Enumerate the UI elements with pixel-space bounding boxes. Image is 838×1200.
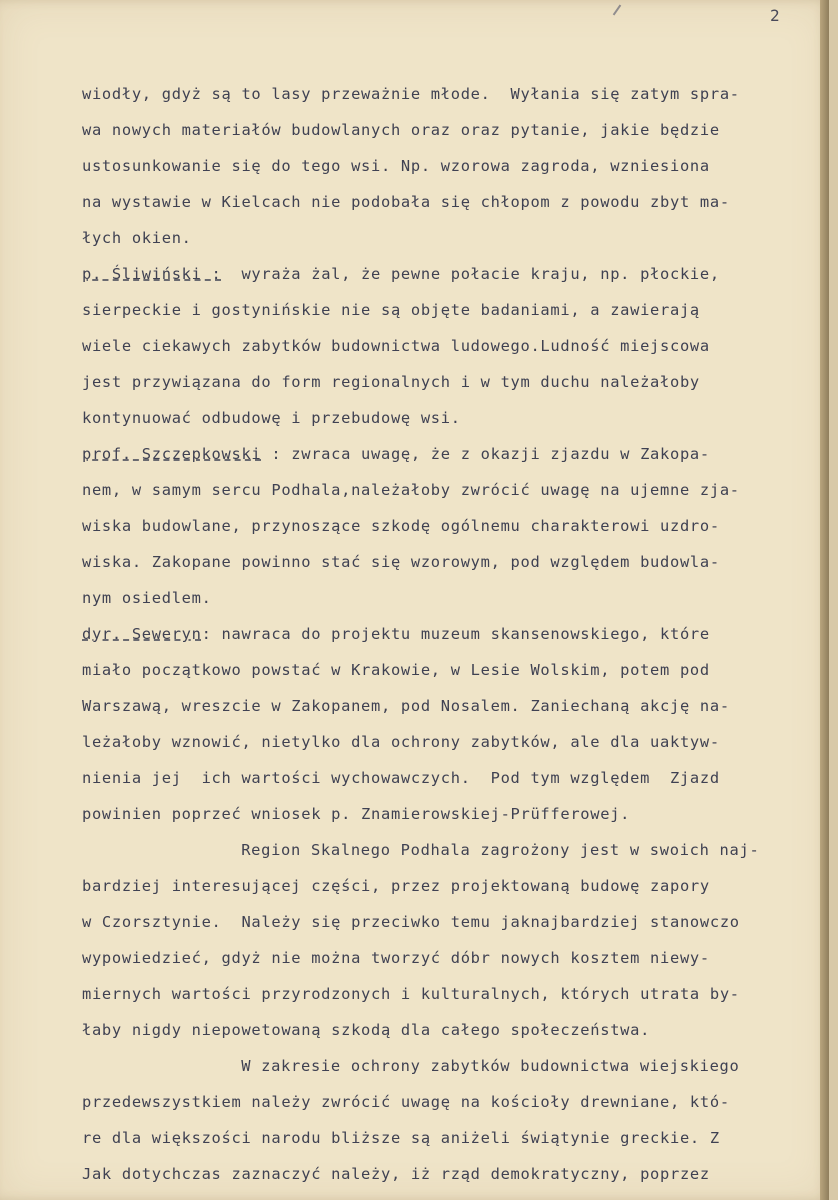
- text-line: [82, 832, 827, 868]
- line-text: łaby nigdy niepowetowaną szkodą dla całego społeczeństwa.: [82, 1021, 651, 1039]
- line-text: powinien poprzeć wniosek p. Znamierowskiej-Prüfferowej.: [82, 805, 631, 823]
- text-line: [82, 1048, 827, 1084]
- line-text: re dla większości narodu bliższe są aniżeli świątynie greckie. Z: [82, 1129, 720, 1147]
- text-line: [82, 688, 827, 724]
- text-line: [82, 76, 827, 112]
- text-line: [82, 1084, 827, 1120]
- line-text: Jak dotychczas zaznaczyć należy, iż rząd demokratyczny, poprzez: [82, 1165, 710, 1183]
- line-text: na wystawie w Kielcach nie podobała się chłopom z powodu zbyt ma-: [82, 193, 730, 211]
- page-number: 2: [770, 6, 780, 25]
- line-text: wiska. Zakopane powinno stać się wzorowym, pod względem budowla-: [82, 553, 720, 571]
- text-line: [82, 1012, 827, 1048]
- line-text: wiele ciekawych zabytków budownictwa ludowego.Ludność miejscowa: [82, 337, 710, 355]
- line-text: bardziej interesującej części, przez projektowaną budowę zapory: [82, 877, 710, 895]
- speaker-name: dyr. Seweryn: [82, 625, 202, 643]
- text-line: [82, 112, 827, 148]
- text-line: [82, 220, 827, 256]
- line-text: wyraża żal, że pewne połacie kraju, np. płockie,: [221, 265, 720, 283]
- text-line: [82, 724, 827, 760]
- line-text: wiska budowlane, przynoszące szkodę ogólnemu charakterowi uzdro-: [82, 517, 720, 535]
- text-line: [82, 940, 827, 976]
- text-line: [82, 760, 827, 796]
- line-text: Warszawą, wreszcie w Zakopanem, pod Nosalem. Zaniechaną akcję na-: [82, 697, 730, 715]
- typewritten-text: [82, 76, 827, 1192]
- text-line: [82, 868, 827, 904]
- line-text: jest przywiązana do form regionalnych i w tym duchu należałoby: [82, 373, 700, 391]
- text-line: [82, 436, 827, 472]
- text-line: [82, 652, 827, 688]
- text-line: [82, 508, 827, 544]
- text-line: [82, 256, 827, 292]
- line-text: wypowiedzieć, gdyż nie można tworzyć dóbr nowych kosztem niewy-: [82, 949, 710, 967]
- text-line: [82, 472, 827, 508]
- text-line: [82, 580, 827, 616]
- text-line: [82, 616, 827, 652]
- line-text: w Czorsztynie. Należy się przeciwko temu jaknajbardziej stanowczo: [82, 913, 740, 931]
- line-text: W zakresie ochrony zabytków budownictwa wiejskiego: [241, 1057, 740, 1075]
- line-text: kontynuować odbudowę i przebudowę wsi.: [82, 409, 461, 427]
- text-line: [82, 976, 827, 1012]
- text-line: [82, 328, 827, 364]
- line-text: wiodły, gdyż są to lasy przeważnie młode. Wyłania się zatym spra-: [82, 85, 740, 103]
- text-line: [82, 1156, 827, 1192]
- line-text: : nawraca do projektu muzeum skansenowskiego, które: [201, 625, 710, 643]
- line-text: nienia jej ich wartości wychowawczych. Pod tym względem Zjazd: [82, 769, 720, 787]
- line-text: ustosunkowanie się do tego wsi. Np. wzorowa zagroda, wzniesiona: [82, 157, 710, 175]
- text-line: [82, 904, 827, 940]
- line-text: Region Skalnego Podhala zagrożony jest w swoich naj-: [241, 841, 760, 859]
- line-text: wa nowych materiałów budowlanych oraz oraz pytanie, jakie będzie: [82, 121, 720, 139]
- text-line: [82, 544, 827, 580]
- text-line: [82, 184, 827, 220]
- text-line: [82, 400, 827, 436]
- line-text: sierpeckie i gostynińskie nie są objęte badaniami, a zawierają: [82, 301, 700, 319]
- text-line: [82, 292, 827, 328]
- line-text: leżałoby wznowić, nietylko dla ochrony zabytków, ale dla uaktyw-: [82, 733, 720, 751]
- pencil-mark: [613, 5, 622, 16]
- line-text: miernych wartości przyrodzonych i kulturalnych, których utrata by-: [82, 985, 740, 1003]
- speaker-name: prof. Szczepkowski: [82, 445, 262, 463]
- line-text: : zwraca uwagę, że z okazji zjazdu w Zakopa-: [261, 445, 710, 463]
- text-line: [82, 364, 827, 400]
- text-line: [82, 796, 827, 832]
- text-line: [82, 1120, 827, 1156]
- page-edge: [820, 0, 829, 1200]
- text-line: [82, 148, 827, 184]
- line-text: przedewszystkiem należy zwrócić uwagę na kościoły drewniane, któ-: [82, 1093, 730, 1111]
- line-text: nem, w samym sercu Podhala,należałoby zwrócić uwagę na ujemne zja-: [82, 481, 740, 499]
- line-text: miało początkowo powstać w Krakowie, w Lesie Wolskim, potem pod: [82, 661, 710, 679]
- line-text: nym osiedlem.: [82, 589, 212, 607]
- line-text: łych okien.: [82, 229, 192, 247]
- speaker-name: p. Śliwiński :: [82, 265, 222, 283]
